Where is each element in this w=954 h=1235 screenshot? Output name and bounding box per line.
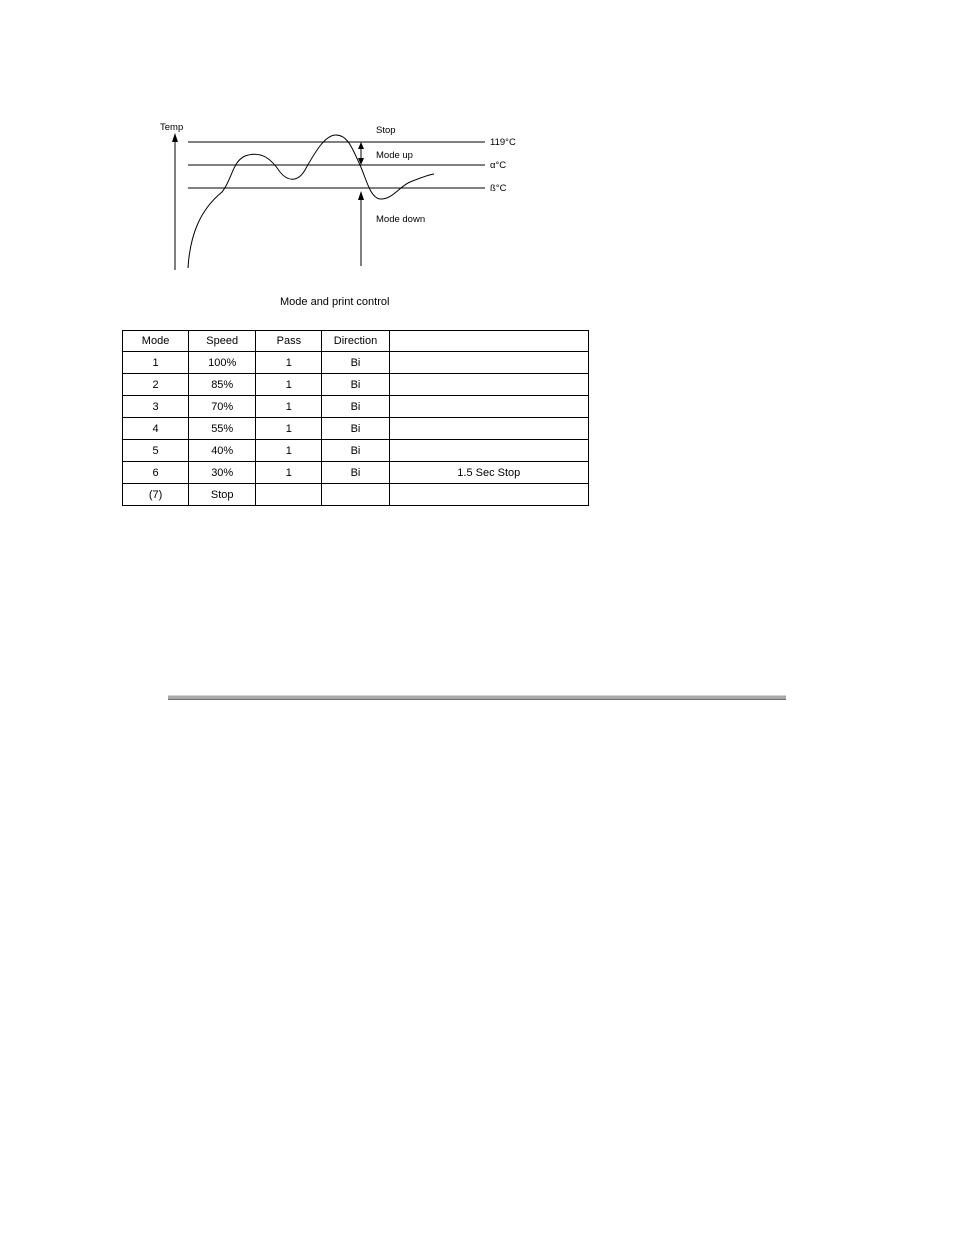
- cell-pass: 1: [256, 352, 322, 374]
- cell-mode: 6: [123, 462, 189, 484]
- cell-mode: 3: [123, 396, 189, 418]
- stop-label: Stop: [376, 125, 396, 136]
- table-row: [123, 462, 589, 484]
- mode-control-table: [122, 330, 589, 506]
- temperature-diagram: [0, 0, 954, 290]
- table-row: [123, 484, 589, 506]
- level-label-beta: ß°C: [490, 183, 507, 194]
- cell-speed: 30%: [189, 462, 256, 484]
- cell-pass: 1: [256, 396, 322, 418]
- cell-note: [389, 418, 588, 440]
- y-axis-arrow: [172, 133, 178, 142]
- cell-note: [389, 440, 588, 462]
- cell-note: 1.5 Sec Stop: [389, 462, 588, 484]
- header-direction: Direction: [322, 331, 389, 352]
- cell-mode: 1: [123, 352, 189, 374]
- cell-speed: 40%: [189, 440, 256, 462]
- header-pass: Pass: [256, 331, 322, 352]
- cell-pass: 1: [256, 440, 322, 462]
- cell-pass: 1: [256, 462, 322, 484]
- table-row: [123, 396, 589, 418]
- mode-down-arrow-head: [358, 191, 364, 200]
- cell-direction: Bi: [322, 374, 389, 396]
- cell-note: [389, 374, 588, 396]
- table-row: [123, 352, 589, 374]
- cell-mode: (7): [123, 484, 189, 506]
- cell-pass: [256, 484, 322, 506]
- cell-note: [389, 396, 588, 418]
- cell-speed: 70%: [189, 396, 256, 418]
- mode-down-label: Mode down: [376, 214, 426, 225]
- table-header-row: [123, 331, 589, 352]
- cell-speed: 85%: [189, 374, 256, 396]
- level-label-119: 119°C: [490, 137, 516, 148]
- header-note: [389, 331, 588, 352]
- cell-speed: 100%: [189, 352, 256, 374]
- mode-up-arrow-head-top: [358, 142, 364, 149]
- cell-direction: Bi: [322, 462, 389, 484]
- cell-mode: 5: [123, 440, 189, 462]
- table-row: [123, 418, 589, 440]
- caption-text: Mode and print control: [280, 296, 390, 308]
- table-row: [123, 440, 589, 462]
- horizontal-divider: [168, 695, 786, 700]
- cell-direction: Bi: [322, 396, 389, 418]
- y-axis-label: Temp: [160, 122, 184, 133]
- level-label-alpha: α°C: [490, 160, 507, 171]
- cell-note: [389, 484, 588, 506]
- header-speed: Speed: [189, 331, 256, 352]
- cell-direction: [322, 484, 389, 506]
- cell-direction: Bi: [322, 418, 389, 440]
- cell-direction: Bi: [322, 440, 389, 462]
- cell-pass: 1: [256, 374, 322, 396]
- cell-mode: 2: [123, 374, 189, 396]
- cell-speed: 55%: [189, 418, 256, 440]
- header-mode: Mode: [123, 331, 189, 352]
- cell-note: [389, 352, 588, 374]
- cell-speed: Stop: [189, 484, 256, 506]
- cell-mode: 4: [123, 418, 189, 440]
- mode-up-label: Mode up: [376, 150, 413, 161]
- table-row: [123, 374, 589, 396]
- cell-pass: 1: [256, 418, 322, 440]
- cell-direction: Bi: [322, 352, 389, 374]
